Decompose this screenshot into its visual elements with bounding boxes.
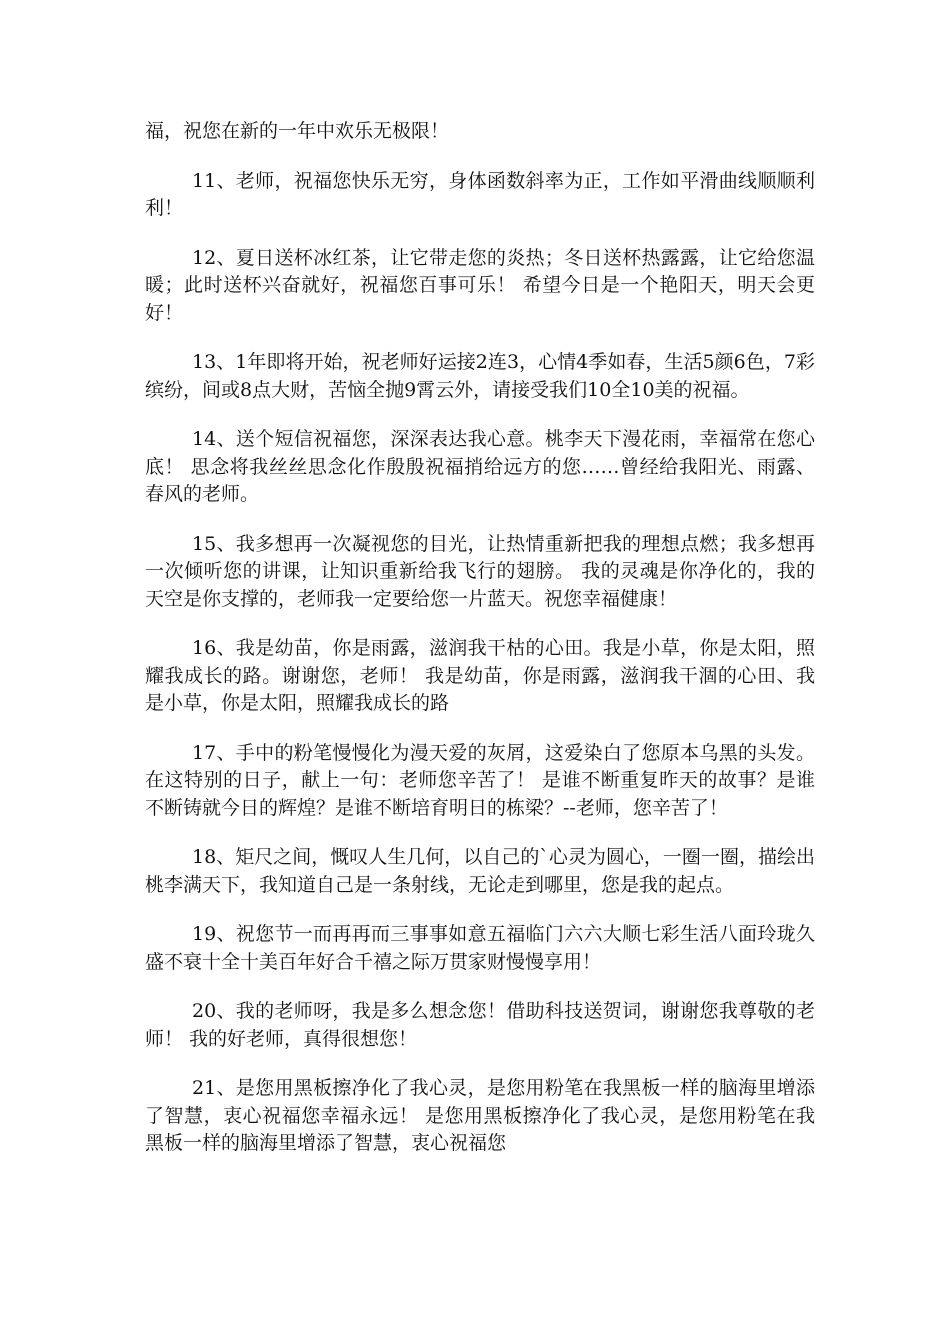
paragraph-12: 12、夏日送杯冰红茶，让它带走您的炎热；冬日送杯热露露，让它给您温暖；此时送杯兴奋就好，祝福您百事可乐！ 希望今日是一个艳阳天，明天会更好！ xyxy=(145,246,815,324)
paragraph-21: 21、是您用黑板擦净化了我心灵，是您用粉笔在我黑板一样的脑海里增添了智慧，衷心祝福您幸福永远！ 是您用黑板擦净化了我心灵，是您用粉笔在我黑板一样的脑海里增添了智慧，衷心祝福您 xyxy=(145,1077,815,1154)
paragraph-15: 15、我多想再一次凝视您的目光，让热情重新把我的理想点燃；我多想再一次倾听您的讲课，让知识重新给我飞行的翅膀。 我的灵魂是你净化的，我的天空是你支撑的，老师我一定要给您一片蓝天。祝您幸福健康！ xyxy=(145,532,815,610)
paragraph-17: 17、手中的粉笔慢慢化为漫天爱的灰屑，这爱染白了您原本乌黑的头发。在这特别的日子，献上一句：老师您辛苦了！ 是谁不断重复昨天的故事？是谁不断铸就今日的辉煌？是谁不断培育明日的栋梁？--老师，您辛苦了！ xyxy=(145,741,815,819)
paragraph-14: 14、送个短信祝福您，深深表达我心意。桃李天下漫花雨，幸福常在您心底！ 思念将我丝丝思念化作殷殷祝福捎给远方的您……曾经给我阳光、雨露、春风的老师。 xyxy=(145,428,815,505)
paragraph-11: 11、老师，祝福您快乐无穷，身体函数斜率为正，工作如平滑曲线顺顺利利！ xyxy=(145,169,815,219)
paragraph-18: 18、矩尺之间，慨叹人生几何，以自己的`心灵为圆心，一圈一圈，描绘出桃李满天下，我知道自己是一条射线，无论走到哪里，您是我的起点。 xyxy=(145,846,815,896)
paragraph-19: 19、祝您节一而再再而三事事如意五福临门六六大顺七彩生活八面玲珑久盛不衰十全十美百年好合千禧之际万贯家财慢慢享用！ xyxy=(145,923,815,973)
paragraph-16: 16、我是幼苗，你是雨露，滋润我干枯的心田。我是小草，你是太阳，照耀我成长的路。谢谢您，老师！ 我是幼苗，你是雨露，滋润我干涸的心田、我是小草，你是太阳，照耀我成长的路 xyxy=(145,637,815,714)
paragraph-20: 20、我的老师呀，我是多么想念您！借助科技送贺词，谢谢您我尊敬的老师！ 我的好老师，真得很想您！ xyxy=(145,1000,815,1050)
paragraph-continuation: 福，祝您在新的一年中欢乐无极限！ xyxy=(145,120,450,142)
paragraph-13: 13、1年即将开始，祝老师好运接2连3，心情4季如春，生活5颜6色，7彩缤纷，间或8点大财，苦恼全抛9霄云外，请接受我们10全10美的祝福。 xyxy=(145,351,815,401)
document-body xyxy=(145,118,815,1180)
